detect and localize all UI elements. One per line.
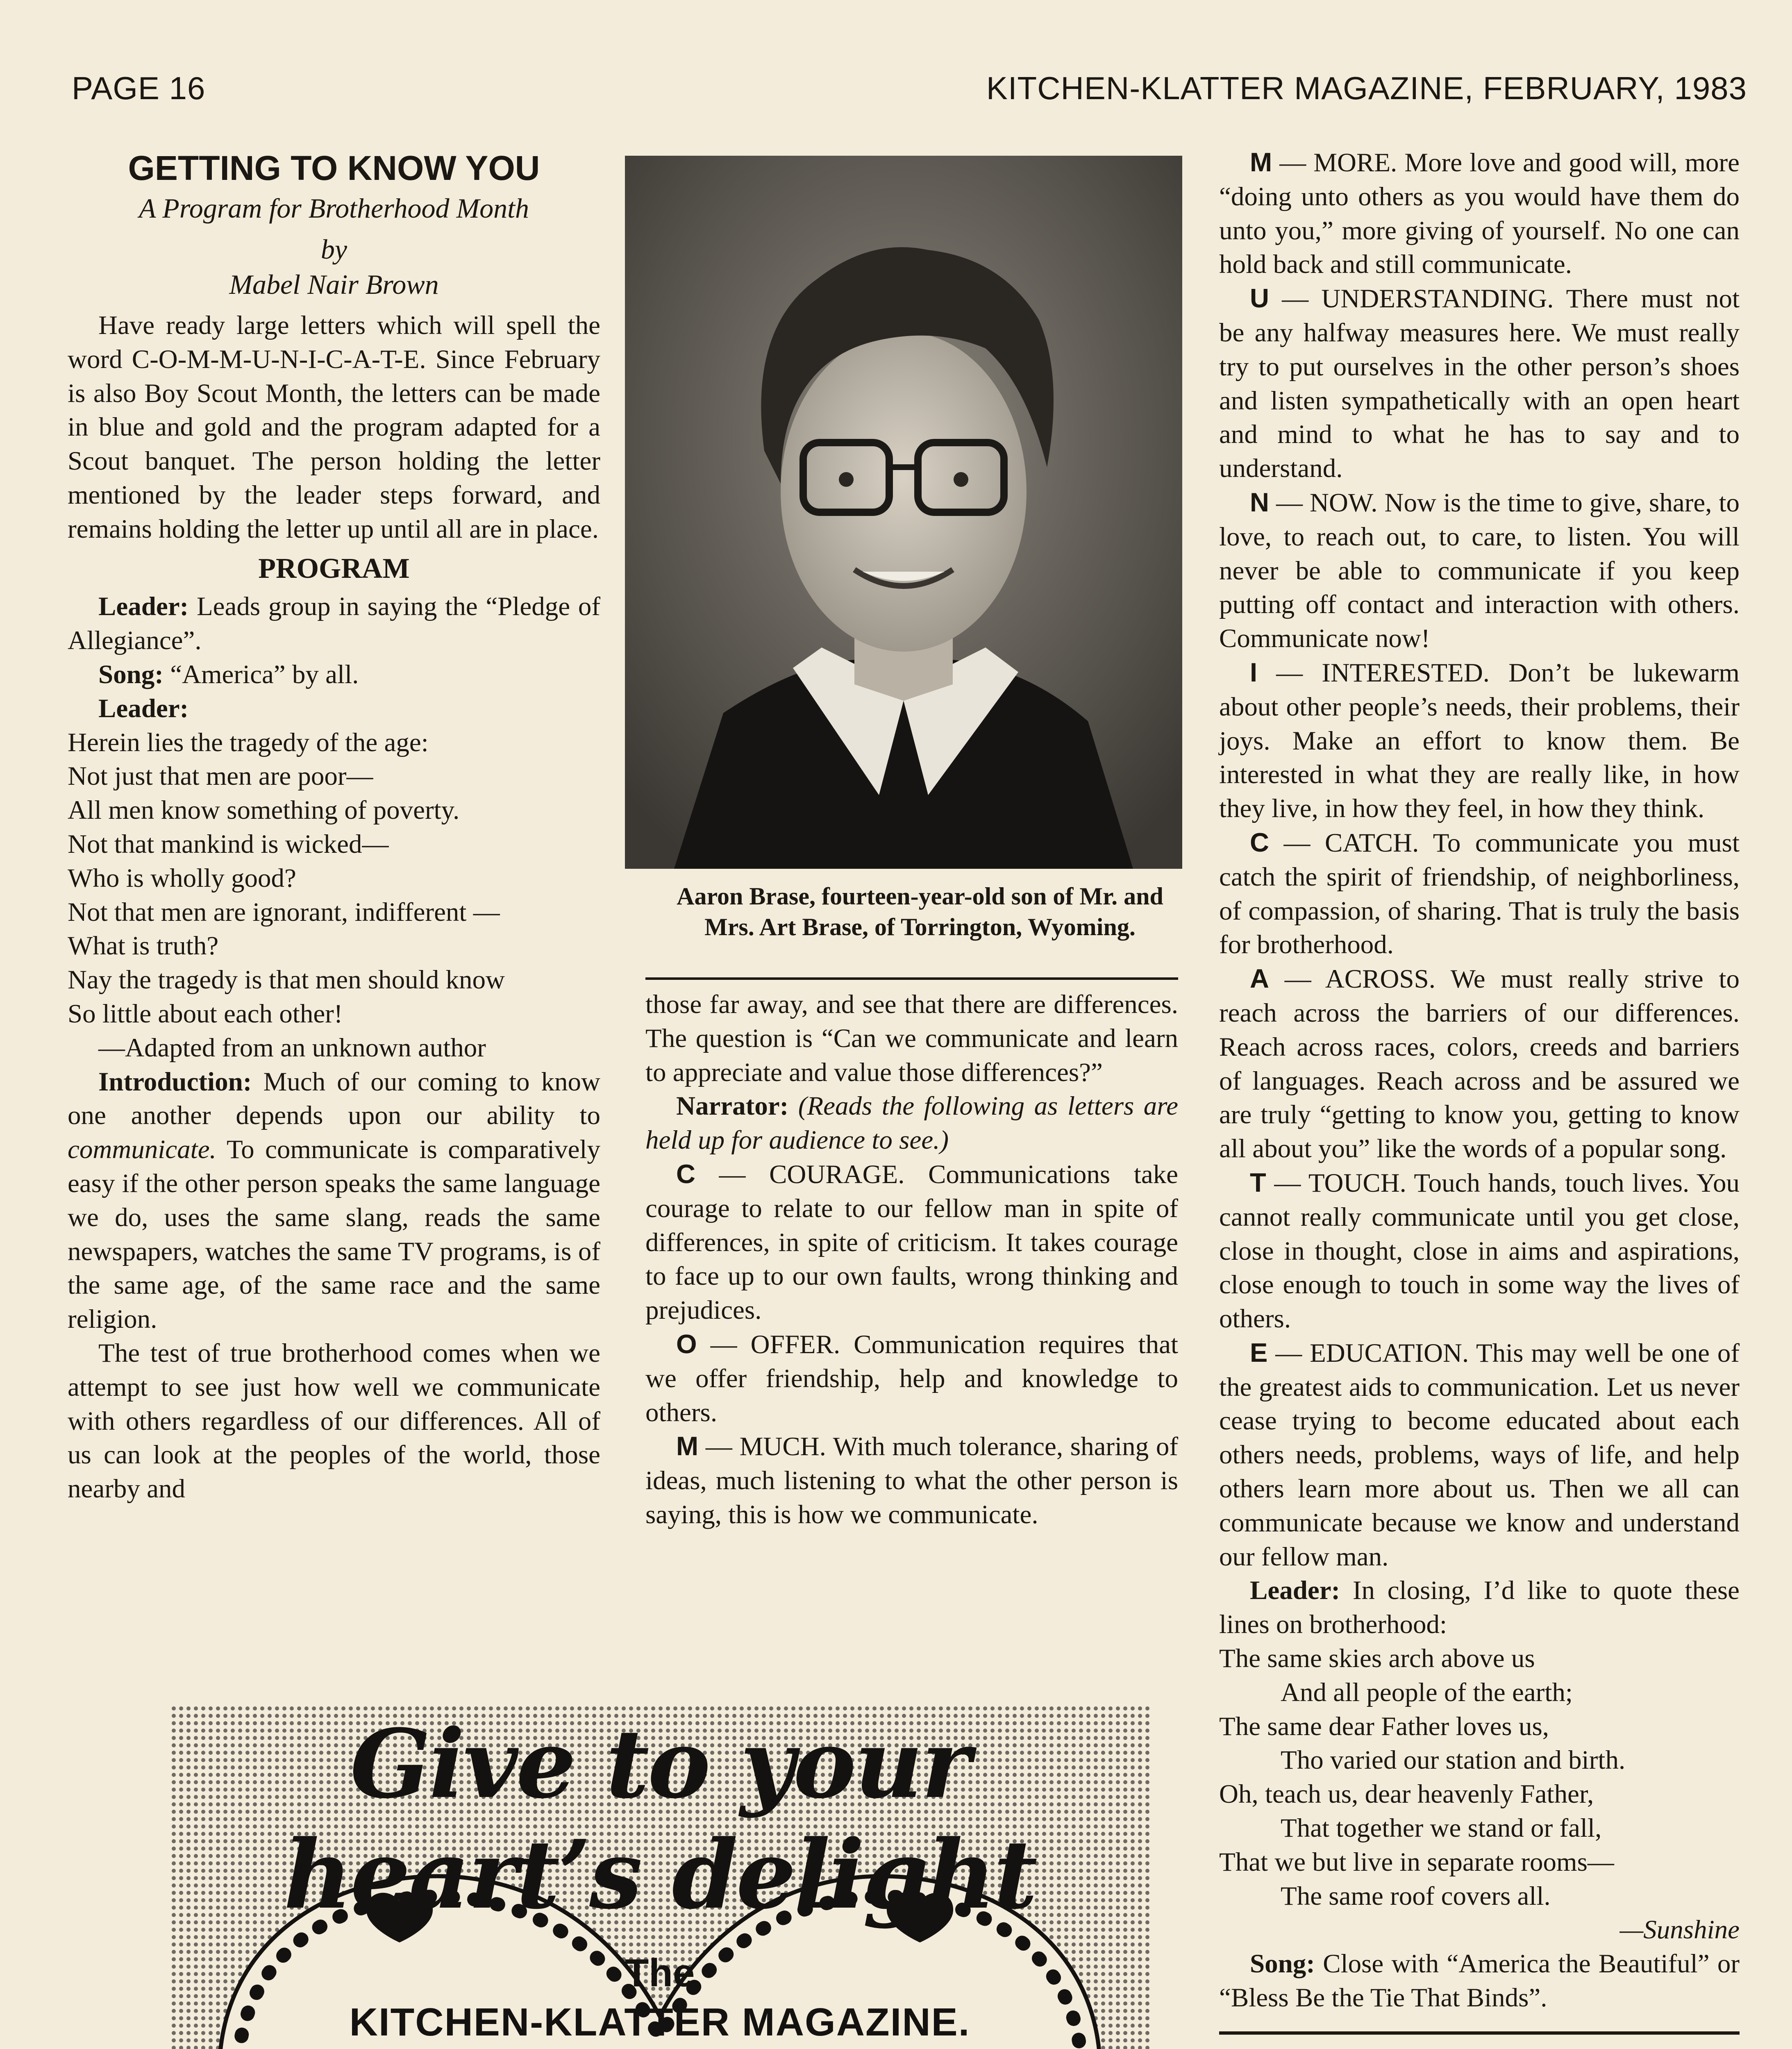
subscription-ad: [170, 1705, 1149, 2049]
letter-glyph: C: [676, 1159, 695, 1189]
letter-t-touch: T — TOUCH. Touch hands, touch lives. You cannot really communicate until you get close, close in thought, close in aims and aspirations, close enough to touch in some way the lives of others.: [1219, 1167, 1740, 1334]
leader-pledge-text: Leads group in saying the “Pledge of Allegiance”.: [68, 592, 600, 656]
byline-by: by: [320, 234, 347, 265]
narrator-label: Narrator:: [676, 1091, 789, 1121]
closing-poem-line: The same roof covers all.: [1281, 1881, 1551, 1911]
portrait-illustration: [625, 156, 1182, 869]
ad-magazine-name: KITCHEN-KLATTER MAGAZINE.: [349, 2000, 970, 2044]
article-column-3: [1219, 145, 1740, 2049]
letter-word: OFFER.: [750, 1329, 840, 1359]
letter-c-catch: C — CATCH. To communicate you must catch the spirit of friendship, of neighborliness, of compassion, of sharing. That is truly the basis for brotherhood.: [1219, 827, 1740, 960]
narrator-text: (Reads the following as letters are held up for audience to see.): [645, 1091, 1178, 1155]
poem-line: So little about each other!: [68, 999, 343, 1029]
closing-poem-line: And all people of the earth;: [1281, 1677, 1573, 1707]
letter-u-understanding: U — UNDERSTANDING. There must not be any halfway measures here. We must really try to put ourselves in the other person’s shoes and listen sympathetically with an open heart and mind to what he has to say and to understand.: [1219, 283, 1740, 484]
letter-word: INTERESTED.: [1322, 658, 1490, 688]
letter-o-offer: O — OFFER. Communication requires that we offer friendship, help and knowledge to others.: [645, 1329, 1179, 1427]
caption-rule: [645, 977, 1178, 980]
closing-poem-line: The same skies arch above us: [1219, 1644, 1535, 1674]
article-title: GETTING TO KNOW YOU: [128, 149, 540, 187]
song-label: Song:: [98, 659, 164, 689]
letter-i-interested: I — INTERESTED. Don’t be lukewarm about other people’s needs, their problems, their joys. Make an effort to know them. Be interested in what they are really like, in how they live, in how they feel, in how they think.: [1219, 657, 1740, 824]
ad-the: The: [625, 1951, 695, 1995]
poem-line: Who is wholly good?: [68, 863, 296, 893]
closing-text: In closing, I’d like to quote these lines on brotherhood:: [1219, 1576, 1740, 1640]
closing-poem-line: Tho varied our station and birth.: [1281, 1745, 1626, 1775]
leader-pledge: [68, 590, 600, 658]
letter-glyph: I: [1250, 657, 1258, 687]
final-song-label: Song:: [1250, 1949, 1315, 1979]
letter-e-education: E — EDUCATION. This may well be one of the greatest aids to communication. Let us never cease trying to become educated about each others needs, problems, ways of life, and help others learn more about us. Then we all can communicate because we know and understand our fellow man.: [1219, 1337, 1740, 1572]
letter-word: COURAGE.: [769, 1159, 905, 1189]
closing-poem-line: The same dear Father loves us,: [1219, 1711, 1549, 1741]
letter-text: Now is the time to give, share, to love, to reach out, to care, to listen. You will never be able to communicate if you keep putting off contact and interaction with others. Communicate now!: [1219, 488, 1740, 654]
introduction-emphasis: communicate.: [68, 1135, 216, 1165]
col2-paragraph: those far away, and see that there are differences. The question is “Can we communicate and learn to appreciate and value those differences?”: [645, 990, 1178, 1087]
test-paragraph: The test of true brotherhood comes when we attempt to see just how well we communicate with others regardless of our differences. All of us can look at the peoples of the world, those nearby and: [68, 1338, 600, 1504]
letter-text: We must really strive to reach across the barriers of our differences. Reach across races, colors, creeds and barriers of languages. Reach across and be assured we are truly “getting to know you, getting to know all about you” like the words of a popular song.: [1219, 964, 1740, 1164]
letter-glyph: M: [676, 1431, 699, 1461]
introduction-text: Much of our coming to know one another depends upon our ability to: [68, 1067, 601, 1131]
photo-caption: Aaron Brase, fourteen-year-old son of Mr. and Mrs. Art Brase, of Torrington, Wyoming.: [677, 883, 1163, 940]
introduction-paragraph: [68, 1065, 600, 1336]
poem-line: Not just that men are poor—: [68, 761, 373, 791]
letter-word: UNDERSTANDING.: [1321, 284, 1554, 314]
letter-word: EDUCATION.: [1310, 1338, 1469, 1368]
portrait-photo: [625, 156, 1182, 869]
letter-text: To communicate you must catch the spirit of friendship, of neighborliness, of compassion, of sharing. That is truly the basis for brotherhood.: [1219, 828, 1740, 960]
leader-2: [68, 692, 600, 726]
introduction-rest: To communicate is comparatively easy if the other person speaks the same language we do, uses the same slang, reads the same newspapers, watches the same TV programs, is of the same age, of the same race and the same religion.: [68, 1135, 600, 1334]
letter-text: More love and good will, more “doing unto others as you would have them do unto you,” more giving of yourself. No one can hold back and still communicate.: [1219, 148, 1740, 279]
closing-label: Leader:: [1250, 1576, 1340, 1606]
poem-credit: —Adapted from an unknown author: [98, 1033, 486, 1063]
poem-line: Nay the tragedy is that men should know: [68, 965, 505, 995]
letter-text: Communication requires that we offer friendship, help and knowledge to others.: [645, 1329, 1179, 1427]
letter-c-courage: C — COURAGE. Communications take courage to relate to our fellow man in spite of differences, in spite of criticism. It takes courage to face up to our own faults, wrong thinking and prejudices.: [645, 1159, 1179, 1325]
letter-word: ACROSS.: [1325, 964, 1436, 994]
letter-glyph: T: [1250, 1167, 1266, 1197]
letter-word: TOUCH.: [1308, 1168, 1406, 1198]
letter-text: Touch hands, touch lives. You cannot really communicate until you get close, close in thought, close in aims and aspirations, close enough to touch in some way the lives of others.: [1219, 1168, 1740, 1334]
letter-text: With much tolerance, sharing of ideas, much listening to what the other person is saying, this is how we communicate.: [645, 1432, 1178, 1529]
closing-poem: [1219, 1642, 1740, 1913]
letter-word: MORE.: [1313, 148, 1397, 177]
narrator-line: [645, 1089, 1178, 1157]
poem-line: All men know something of poverty.: [68, 795, 460, 825]
closing-poem-line: Oh, teach us, dear heavenly Father,: [1219, 1779, 1594, 1809]
closing-poem-line: That together we stand or fall,: [1281, 1813, 1602, 1843]
closing-poem-line: That we but live in separate rooms—: [1219, 1847, 1614, 1877]
letter-text: Communications take courage to relate to our fellow man in spite of differences, in spite of criticism. It takes courage to face up to our own faults, wrong thinking and prejudices.: [645, 1159, 1179, 1325]
letter-glyph: M: [1250, 147, 1272, 177]
article-column-2: [645, 988, 1178, 1532]
closing-leader: [1219, 1574, 1740, 1642]
final-song-text: Close with “America the Beautiful” or “Bless Be the Tie That Binds”.: [1219, 1949, 1740, 2013]
poem: [68, 726, 600, 1031]
leader-label: Leader:: [98, 592, 189, 622]
letter-m-more: M — MORE. More love and good will, more “doing unto others as you would have them do unto you,” more giving of yourself. No one can hold back and still communicate.: [1219, 147, 1740, 279]
letter-glyph: C: [1250, 827, 1269, 857]
letter-n-now: N — NOW. Now is the time to give, share, to love, to reach out, to care, to listen. You will never be able to communicate if you keep putting off contact and interaction with others. Communicate now!: [1219, 487, 1740, 654]
letter-glyph: U: [1250, 283, 1269, 313]
ad-headline: Give to your heart’s delight: [284, 1709, 1036, 1930]
letter-word: MUCH.: [739, 1432, 826, 1462]
program-heading: PROGRAM: [258, 552, 410, 584]
letter-text: There must not be any halfway measures here. We must really try to put ourselves in the other person’s shoes and listen sympathetically with an open heart and mind to what he has to say and to understand.: [1219, 284, 1740, 484]
poem-line: Not that men are ignorant, indifferent —: [68, 897, 500, 927]
section-rule: [1219, 2031, 1740, 2035]
letter-text: This may well be one of the greatest aids to communication. Let us never cease trying to become educated about each others needs, problems, ways of life, and help others learn more about us. Then we all can communicate because we know and understand our fellow man.: [1219, 1338, 1740, 1572]
article-column-1: [68, 145, 600, 1506]
leader-2-label: Leader:: [98, 693, 189, 723]
song-line: [68, 658, 600, 692]
poem-line: Not that mankind is wicked—: [68, 829, 389, 859]
masthead: KITCHEN-KLATTER MAGAZINE, FEBRUARY, 1983: [986, 70, 1747, 106]
closing-credit: —Sunshine: [1619, 1915, 1740, 1945]
byline-author: Mabel Nair Brown: [229, 269, 439, 300]
letter-text: Don’t be lukewarm about other people’s needs, their problems, their joys. Make an effort to know them. Be interested in what they are really like, in how they live, in how they feel, in how they think.: [1219, 658, 1740, 824]
letter-word: NOW.: [1310, 488, 1378, 518]
letter-glyph: E: [1250, 1337, 1268, 1368]
intro-paragraph: Have ready large letters which will spell the word C-O-M-M-U-N-I-C-A-T-E. Since February is also Boy Scout Month, the letters can be made in blue and gold and the program adapted for a Scout banquet. The person holding the letter mentioned by the leader steps forward, and remains holding the letter up until all are in place.: [68, 311, 600, 544]
letter-m-much: M — MUCH. With much tolerance, sharing of ideas, much listening to what the other person is saying, this is how we communicate.: [645, 1431, 1178, 1529]
final-song: [1219, 1947, 1740, 2015]
poem-line: Herein lies the tragedy of the age:: [68, 727, 429, 757]
song-text: “America” by all.: [170, 659, 359, 689]
article-subtitle: A Program for Brotherhood Month: [139, 193, 529, 224]
letter-glyph: N: [1250, 487, 1269, 517]
letter-word: CATCH.: [1325, 828, 1419, 858]
page-number: PAGE 16: [72, 70, 206, 106]
letter-glyph: A: [1250, 963, 1269, 994]
poem-line: What is truth?: [68, 931, 219, 961]
letter-glyph: O: [676, 1329, 697, 1359]
letter-a-across: A — ACROSS. We must really strive to reach across the barriers of our differences. Reach across races, colors, creeds and barriers of languages. Reach across and be assured we are truly “getting to know you, getting to know all about you” like the words of a popular song.: [1219, 963, 1740, 1164]
introduction-label: Introduction:: [98, 1067, 252, 1097]
